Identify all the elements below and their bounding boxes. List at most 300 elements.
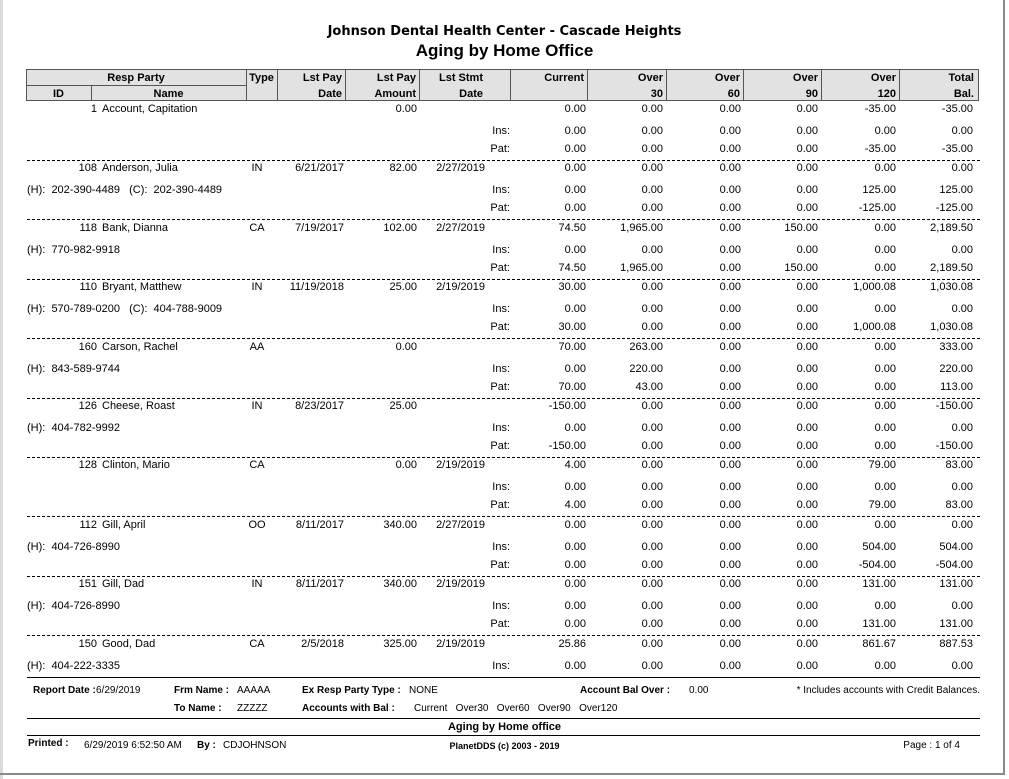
header-total-2: Bal. <box>953 88 974 100</box>
amount-ins-col3: 0.00 <box>796 303 818 316</box>
last-stmt-date: 2/19/2019 <box>436 637 485 650</box>
to-name-label: To Name : <box>174 703 222 714</box>
amount-ins-col4: 0.00 <box>874 600 896 613</box>
footer-report-name: Aging by Home office <box>447 721 562 733</box>
amount-main-col0: 0.00 <box>564 578 586 591</box>
pat-label: Pat: <box>490 558 510 571</box>
account-id: 160 <box>78 340 97 353</box>
amount-ins-col0: 0.00 <box>564 125 586 137</box>
last-stmt-date: 2/19/2019 <box>436 459 485 472</box>
last-stmt-date: 2/27/2019 <box>436 518 485 531</box>
amount-main-col5: -35.00 <box>941 103 973 115</box>
footer-rule-bottom <box>27 735 980 736</box>
acct-bal-over-value: 0.00 <box>689 685 709 696</box>
header-current: Current <box>544 72 584 84</box>
account-type: CA <box>249 637 265 650</box>
amount-pat-col2: 0.00 <box>719 440 741 452</box>
row-separator <box>27 457 980 458</box>
row-separator <box>27 160 980 161</box>
account-type: CA <box>249 459 265 472</box>
clinic-title: Johnson Dental Health Center - Cascade Heights <box>327 24 682 39</box>
amount-pat-col3: 0.00 <box>796 558 818 571</box>
amount-main-col4: 0.00 <box>874 340 896 353</box>
amount-pat-col4: 0.00 <box>874 380 896 393</box>
pat-label: Pat: <box>490 499 510 512</box>
amount-main-col4: 0.00 <box>874 518 896 531</box>
row-separator <box>27 635 980 636</box>
header-total-1: Total <box>948 72 974 84</box>
to-name-value: ZZZZZ <box>237 703 268 714</box>
amount-ins-col5: 0.00 <box>951 422 973 434</box>
amount-main-col0: 0.00 <box>564 162 586 175</box>
amount-ins-col3: 0.00 <box>796 422 818 434</box>
amount-main-col3: 0.00 <box>796 103 818 115</box>
amount-pat-col1: 1,965.00 <box>620 261 663 274</box>
account-id: 1 <box>90 103 97 115</box>
account-id: 126 <box>78 400 97 412</box>
table-bottom-rule <box>27 677 980 678</box>
phone-numbers: (H): 404-726-8990 <box>27 540 120 553</box>
amount-pat-col2: 0.00 <box>719 143 741 155</box>
pat-label: Pat: <box>490 380 510 393</box>
amount-ins-col1: 0.00 <box>641 481 663 494</box>
amount-main-col2: 0.00 <box>719 103 741 115</box>
amount-pat-col3: 150.00 <box>784 261 818 274</box>
last-pay-date: 6/21/2017 <box>295 162 344 175</box>
account-name: Cheese, Roast <box>102 400 175 412</box>
amount-pat-col3: 0.00 <box>796 618 818 631</box>
amount-ins-col1: 0.00 <box>641 422 663 434</box>
last-pay-amount: 0.00 <box>395 103 417 115</box>
amount-pat-col5: 83.00 <box>945 499 973 512</box>
account-type: IN <box>251 400 263 412</box>
amount-ins-col2: 0.00 <box>719 125 741 137</box>
amount-pat-col2: 0.00 <box>719 321 741 334</box>
row-separator <box>27 576 980 577</box>
ins-label: Ins: <box>492 422 510 434</box>
amount-pat-col3: 0.00 <box>796 380 818 393</box>
amount-main-col5: 1,030.08 <box>930 281 973 294</box>
amount-ins-col4: 0.00 <box>874 243 896 256</box>
phone-numbers: (H): 404-726-8990 <box>27 600 120 613</box>
amount-main-col0: 70.00 <box>558 340 586 353</box>
last-pay-date: 8/11/2017 <box>295 518 344 531</box>
amount-ins-col5: 0.00 <box>951 243 973 256</box>
amount-ins-col0: 0.00 <box>564 362 586 375</box>
header-over90-2: 90 <box>805 88 818 100</box>
amount-pat-col5: 131.00 <box>939 618 973 631</box>
amount-main-col2: 0.00 <box>719 162 741 175</box>
amount-main-col3: 0.00 <box>796 518 818 531</box>
amount-pat-col5: -150.00 <box>935 440 973 452</box>
amount-main-col4: 0.00 <box>874 162 896 175</box>
last-stmt-date: 2/27/2019 <box>436 221 485 234</box>
amount-pat-col2: 0.00 <box>719 558 741 571</box>
amount-pat-col2: 0.00 <box>719 380 741 393</box>
amount-ins-col5: 504.00 <box>939 540 973 553</box>
amount-pat-col4: -504.00 <box>858 558 896 571</box>
amount-main-col1: 0.00 <box>641 459 663 472</box>
ins-label: Ins: <box>492 362 510 375</box>
amount-pat-col0: 0.00 <box>564 143 586 155</box>
account-name: Carson, Rachel <box>102 340 178 353</box>
amount-main-col1: 0.00 <box>641 578 663 591</box>
amount-pat-col3: 0.00 <box>796 202 818 215</box>
amount-ins-col5: 0.00 <box>951 303 973 316</box>
header-id: ID <box>53 88 64 100</box>
account-id: 128 <box>78 459 97 472</box>
amount-main-col5: 83.00 <box>945 459 973 472</box>
amount-main-col0: 30.00 <box>558 281 586 294</box>
amount-ins-col0: 0.00 <box>564 481 586 494</box>
account-type: IN <box>251 578 263 591</box>
amount-ins-col1: 0.00 <box>641 600 663 613</box>
amount-ins-col3: 0.00 <box>796 184 818 197</box>
header-over90-1: Over <box>792 72 818 84</box>
account-name: Bryant, Matthew <box>102 281 182 294</box>
amount-pat-col4: -125.00 <box>858 202 896 215</box>
amount-main-col0: 74.50 <box>558 221 586 234</box>
ex-type-label: Ex Resp Party Type : <box>302 685 401 696</box>
amount-ins-col2: 0.00 <box>719 422 741 434</box>
account-name: Gill, Dad <box>102 578 145 591</box>
amount-main-col3: 0.00 <box>796 162 818 175</box>
ins-label: Ins: <box>492 243 510 256</box>
amount-pat-col4: 0.00 <box>874 261 896 274</box>
last-pay-amount: 0.00 <box>395 340 417 353</box>
pat-label: Pat: <box>490 618 510 631</box>
account-name: Clinton, Mario <box>102 459 170 472</box>
amount-pat-col0: 74.50 <box>558 261 586 274</box>
header-over30-2: 30 <box>650 88 663 100</box>
amount-ins-col1: 0.00 <box>641 125 663 137</box>
pat-label: Pat: <box>490 261 510 274</box>
amount-ins-col4: 0.00 <box>874 125 896 137</box>
amount-main-col2: 0.00 <box>719 221 741 234</box>
header-lst-stmt-date-1: Lst Stmt <box>439 72 483 84</box>
amount-main-col2: 0.00 <box>719 281 741 294</box>
account-id: 150 <box>78 637 97 650</box>
account-type: CA <box>249 221 265 234</box>
page-indicator: Page : 1 of 4 <box>903 740 960 751</box>
phone-numbers: (H): 770-982-9918 <box>27 243 120 256</box>
amount-main-col5: -150.00 <box>935 400 973 412</box>
last-pay-amount: 25.00 <box>389 400 417 412</box>
amount-ins-col5: 0.00 <box>951 600 973 613</box>
amount-pat-col2: 0.00 <box>719 202 741 215</box>
amount-pat-col1: 0.00 <box>641 558 663 571</box>
amount-ins-col2: 0.00 <box>719 481 741 494</box>
ex-type-value: NONE <box>409 685 438 696</box>
amount-ins-col4: 504.00 <box>862 540 896 553</box>
amount-pat-col5: -125.00 <box>935 202 973 215</box>
phone-numbers: (H): 202-390-4489 (C): 202-390-4489 <box>27 184 223 197</box>
pat-label: Pat: <box>490 440 510 452</box>
amount-main-col2: 0.00 <box>719 518 741 531</box>
pat-label: Pat: <box>490 202 510 215</box>
amount-main-col5: 333.00 <box>939 340 973 353</box>
amount-ins-col3: 0.00 <box>796 540 818 553</box>
header-over120-1: Over <box>870 72 896 84</box>
amount-ins-col3: 0.00 <box>796 125 818 137</box>
last-stmt-date: 2/27/2019 <box>436 162 485 175</box>
amount-pat-col5: -35.00 <box>941 143 973 155</box>
amount-main-col4: 861.67 <box>862 637 896 650</box>
account-type: OO <box>248 518 266 531</box>
header-lst-stmt-date-2: Date <box>459 88 483 100</box>
amount-ins-col2: 0.00 <box>719 659 741 672</box>
amount-pat-col4: 1,000.08 <box>853 321 896 334</box>
amount-ins-col4: 0.00 <box>874 659 896 672</box>
amount-ins-col0: 0.00 <box>564 303 586 316</box>
amount-main-col1: 0.00 <box>641 518 663 531</box>
account-name: Bank, Dianna <box>102 221 169 234</box>
amount-pat-col1: 0.00 <box>641 499 663 512</box>
amount-ins-col2: 0.00 <box>719 362 741 375</box>
header-name: Name <box>153 88 184 100</box>
header-over30-1: Over <box>637 72 663 84</box>
amount-main-col1: 263.00 <box>629 340 663 353</box>
amount-pat-col5: 113.00 <box>940 380 973 393</box>
amount-pat-col0: -150.00 <box>548 440 586 452</box>
by-label: By : <box>197 740 216 751</box>
amount-main-col3: 0.00 <box>796 578 818 591</box>
account-id: 112 <box>79 518 97 531</box>
printed-value: 6/29/2019 6:52:50 AM <box>84 740 182 751</box>
last-pay-date: 2/5/2018 <box>301 637 344 650</box>
last-pay-date: 7/19/2017 <box>295 221 344 234</box>
ins-label: Ins: <box>492 303 510 316</box>
amount-ins-col2: 0.00 <box>719 540 741 553</box>
amount-ins-col5: 125.00 <box>939 184 973 197</box>
amount-main-col3: 150.00 <box>784 221 818 234</box>
header-resp-party: Resp Party <box>107 72 165 84</box>
amount-main-col1: 0.00 <box>641 637 663 650</box>
from-name-label: Frm Name : <box>174 685 230 696</box>
amount-ins-col5: 0.00 <box>951 659 973 672</box>
amount-ins-col0: 0.00 <box>564 540 586 553</box>
amount-ins-col1: 0.00 <box>641 243 663 256</box>
amount-pat-col2: 0.00 <box>719 499 741 512</box>
account-id: 118 <box>79 221 97 234</box>
amount-pat-col3: 0.00 <box>796 499 818 512</box>
amount-ins-col0: 0.00 <box>564 600 586 613</box>
phone-numbers: (H): 843-589-9744 <box>27 362 120 375</box>
amount-ins-col4: 0.00 <box>874 481 896 494</box>
amount-ins-col3: 0.00 <box>796 659 818 672</box>
account-name: Good, Dad <box>102 637 156 650</box>
ins-label: Ins: <box>492 600 510 613</box>
account-id: 110 <box>79 281 97 294</box>
amount-main-col3: 0.00 <box>796 340 818 353</box>
amount-ins-col1: 0.00 <box>641 303 663 316</box>
ins-label: Ins: <box>492 540 510 553</box>
amount-pat-col4: 0.00 <box>874 440 896 452</box>
accounts-bal-value: Current Over30 Over60 Over90 Over120 <box>414 703 618 714</box>
amount-pat-col1: 0.00 <box>641 143 663 155</box>
amount-ins-col3: 0.00 <box>796 600 818 613</box>
last-pay-amount: 82.00 <box>389 162 417 175</box>
amount-main-col5: 2,189.50 <box>930 221 973 234</box>
amount-main-col2: 0.00 <box>719 578 741 591</box>
amount-ins-col0: 0.00 <box>564 659 586 672</box>
amount-main-col4: 79.00 <box>868 459 896 472</box>
account-name: Anderson, Julia <box>102 162 178 175</box>
phone-numbers: (H): 404-222-3335 <box>27 659 120 672</box>
pat-label: Pat: <box>490 321 510 334</box>
amount-ins-col0: 0.00 <box>564 243 586 256</box>
amount-pat-col1: 0.00 <box>641 321 663 334</box>
last-pay-date: 8/23/2017 <box>295 400 344 412</box>
amount-pat-col4: -35.00 <box>864 143 896 155</box>
header-lst-pay-amount-2: Amount <box>374 88 416 100</box>
amount-ins-col2: 0.00 <box>719 303 741 316</box>
amount-ins-col0: 0.00 <box>564 422 586 434</box>
amount-ins-col2: 0.00 <box>719 243 741 256</box>
amount-main-col1: 0.00 <box>641 281 663 294</box>
amount-pat-col0: 70.00 <box>558 380 586 393</box>
amount-pat-col5: -504.00 <box>935 558 973 571</box>
amount-pat-col1: 0.00 <box>641 618 663 631</box>
header-lst-pay-date-1: Lst Pay <box>302 72 342 84</box>
header-over120-2: 120 <box>877 88 896 100</box>
account-id: 108 <box>78 162 97 175</box>
amount-main-col5: 0.00 <box>951 518 973 531</box>
amount-pat-col0: 30.00 <box>558 321 586 334</box>
amount-pat-col5: 2,189.50 <box>930 261 973 274</box>
header-type: Type <box>249 72 274 84</box>
amount-pat-col4: 79.00 <box>868 499 896 512</box>
amount-main-col2: 0.00 <box>719 400 741 412</box>
phone-numbers: (H): 404-782-9992 <box>27 422 120 434</box>
amount-main-col4: 0.00 <box>874 400 896 412</box>
account-name: Account, Capitation <box>102 103 198 115</box>
ins-label: Ins: <box>492 125 510 137</box>
amount-ins-col2: 0.00 <box>719 600 741 613</box>
report-date-label: Report Date : <box>33 685 96 696</box>
amount-main-col0: 0.00 <box>564 103 586 115</box>
amount-pat-col1: 0.00 <box>641 202 663 215</box>
account-name: Gill, April <box>102 518 146 531</box>
last-pay-amount: 340.00 <box>383 578 417 591</box>
amount-pat-col0: 0.00 <box>564 618 586 631</box>
amount-ins-col1: 220.00 <box>629 362 663 375</box>
row-separator <box>27 338 980 339</box>
report-date-value: 6/29/2019 <box>96 685 141 696</box>
last-pay-date: 8/11/2017 <box>295 578 344 591</box>
amount-pat-col1: 43.00 <box>635 380 663 393</box>
amount-main-col1: 1,965.00 <box>620 221 663 234</box>
amount-ins-col5: 0.00 <box>951 125 973 137</box>
amount-main-col0: 25.86 <box>558 637 586 650</box>
amount-ins-col5: 220.00 <box>939 362 973 375</box>
amount-pat-col2: 0.00 <box>719 618 741 631</box>
amount-main-col3: 0.00 <box>796 459 818 472</box>
amount-main-col0: 4.00 <box>564 459 586 472</box>
column-header <box>26 69 979 101</box>
header-over60-1: Over <box>714 72 740 84</box>
account-type: IN <box>251 281 263 294</box>
ins-label: Ins: <box>492 184 510 197</box>
amount-pat-col5: 1,030.08 <box>930 321 973 334</box>
last-stmt-date: 2/19/2019 <box>436 281 485 294</box>
amount-ins-col4: 0.00 <box>874 362 896 375</box>
account-type: AA <box>249 340 265 353</box>
amount-pat-col2: 0.00 <box>719 261 741 274</box>
row-separator <box>27 516 980 517</box>
amount-ins-col5: 0.00 <box>951 481 973 494</box>
amount-pat-col4: 131.00 <box>862 618 896 631</box>
amount-main-col4: 0.00 <box>874 221 896 234</box>
amount-ins-col2: 0.00 <box>719 184 741 197</box>
amount-main-col5: 131.00 <box>939 578 973 591</box>
amount-ins-col4: 125.00 <box>862 184 896 197</box>
amount-ins-col1: 0.00 <box>641 659 663 672</box>
amount-pat-col3: 0.00 <box>796 440 818 452</box>
by-value: CDJOHNSON <box>223 740 287 751</box>
row-separator <box>27 398 980 399</box>
last-pay-amount: 25.00 <box>389 281 417 294</box>
amount-ins-col4: 0.00 <box>874 422 896 434</box>
amount-main-col5: 887.53 <box>939 637 973 650</box>
amount-main-col3: 0.00 <box>796 400 818 412</box>
amount-pat-col0: 0.00 <box>564 558 586 571</box>
accounts-bal-label: Accounts with Bal : <box>302 703 395 714</box>
amount-ins-col3: 0.00 <box>796 243 818 256</box>
amount-main-col1: 0.00 <box>641 400 663 412</box>
footer-rule-top <box>27 718 980 719</box>
amount-pat-col0: 4.00 <box>564 499 586 512</box>
header-over60-2: 60 <box>727 88 740 100</box>
amount-main-col4: -35.00 <box>864 103 896 115</box>
amount-pat-col3: 0.00 <box>796 143 818 155</box>
last-pay-amount: 325.00 <box>383 637 417 650</box>
printed-label: Printed : <box>28 738 69 749</box>
account-type: IN <box>251 162 263 175</box>
header-lst-pay-date-2: Date <box>318 88 342 100</box>
amount-main-col2: 0.00 <box>719 459 741 472</box>
row-separator <box>27 219 980 220</box>
amount-ins-col3: 0.00 <box>796 362 818 375</box>
amount-main-col0: 0.00 <box>564 518 586 531</box>
phone-numbers: (H): 570-789-0200 (C): 404-788-9009 <box>27 303 223 316</box>
row-separator <box>27 279 980 280</box>
report-title: Aging by Home Office <box>415 41 594 60</box>
amount-ins-col4: 0.00 <box>874 303 896 316</box>
amount-main-col3: 0.00 <box>796 281 818 294</box>
last-pay-amount: 340.00 <box>383 518 417 531</box>
last-pay-amount: 0.00 <box>395 459 417 472</box>
pat-label: Pat: <box>490 143 510 155</box>
header-lst-pay-amount-1: Lst Pay <box>376 72 416 84</box>
from-name-value: AAAAA <box>237 685 271 696</box>
last-stmt-date: 2/19/2019 <box>436 578 485 591</box>
amount-main-col2: 0.00 <box>719 340 741 353</box>
amount-main-col1: 0.00 <box>641 162 663 175</box>
amount-main-col2: 0.00 <box>719 637 741 650</box>
amount-main-col5: 0.00 <box>951 162 973 175</box>
amount-main-col1: 0.00 <box>641 103 663 115</box>
copyright: PlanetDDS (c) 2003 - 2019 <box>449 741 560 751</box>
account-id: 151 <box>78 578 97 591</box>
amount-main-col4: 131.00 <box>862 578 896 591</box>
credit-balance-note: * Includes accounts with Credit Balances. <box>796 685 980 696</box>
amount-ins-col3: 0.00 <box>796 481 818 494</box>
ins-label: Ins: <box>492 659 510 672</box>
last-pay-date: 11/19/2018 <box>289 281 344 294</box>
amount-pat-col0: 0.00 <box>564 202 586 215</box>
amount-main-col0: -150.00 <box>548 400 586 412</box>
